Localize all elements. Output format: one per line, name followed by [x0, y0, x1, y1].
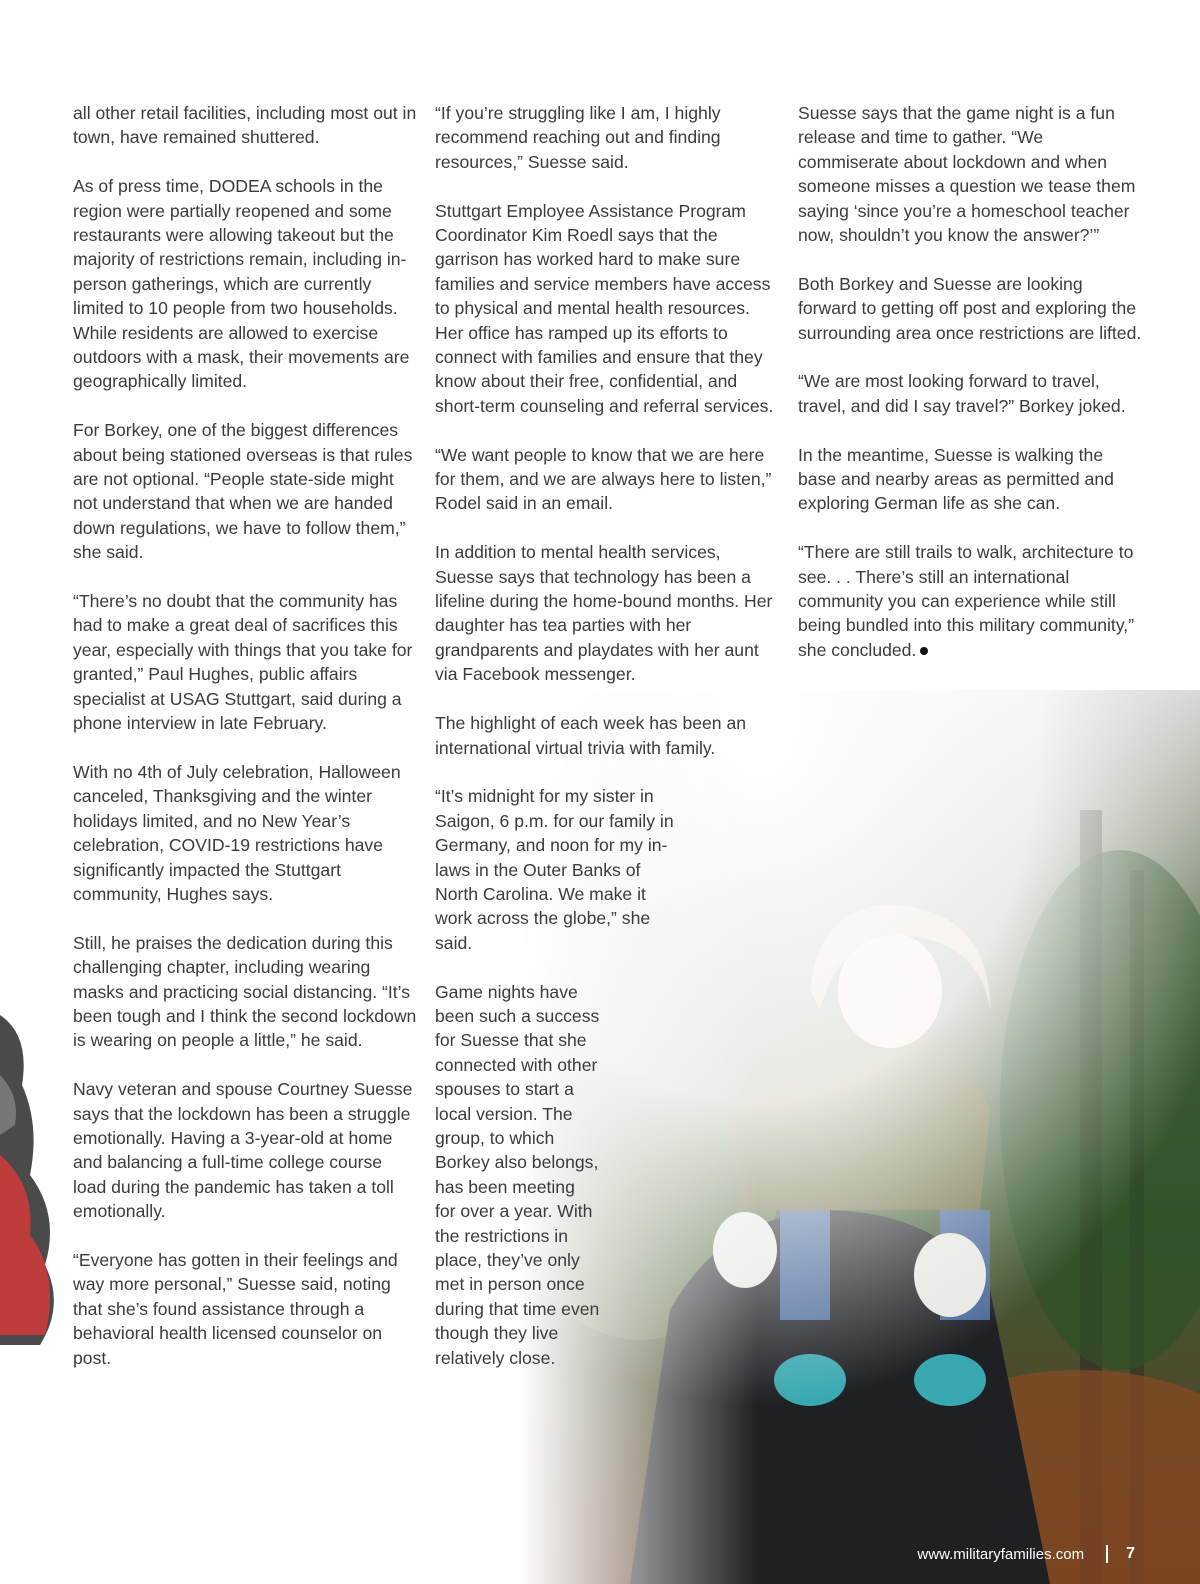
paragraph: Still, he praises the dedication during this challenging chapter, including wearing masks and practicing social distancing. “It’s been tough and I think the second lockdown is wearing on people a little,” he said.: [73, 932, 417, 1051]
paragraph: “If you’re struggling like I am, I highly recommend reaching out and finding resources,” Suesse said.: [435, 103, 721, 172]
final-paragraph: [798, 540, 1143, 662]
paragraph: Both Borkey and Suesse are looking forward to getting off post and exploring the surrounding area once restrictions are lifted.: [798, 273, 1142, 343]
end-of-article-icon: [920, 647, 928, 655]
page-footer: [917, 1545, 1135, 1563]
article-column-2: [435, 101, 780, 1394]
paragraph: all other retail facilities, including most out in town, have remained shuttered.: [73, 103, 417, 148]
paragraph-text: “There are still trails to walk, architecture to see. . . There’s still an international community you can experience while still being bundled into this military community,” she concluded.: [798, 542, 1135, 660]
paragraph: “We are most looking forward to travel, travel, and did I say travel?” Borkey joked.: [798, 371, 1126, 416]
paragraph: Stuttgart Employee Assistance Program Coordinator Kim Roedl says that the garrison has worked hard to make sure families and service members have access to physical and mental health resources. Her office has ramped up its efforts to connect with families and ensure that they know about their free, confidential, and short-term counseling and referral services.: [435, 200, 774, 416]
paragraph: In addition to mental health services, Suesse says that technology has been a lifeline during the home-bound months. Her daughter has tea parties with her grandparents and playdates with her aunt via Facebook messenger.: [435, 542, 773, 685]
paragraph: Game nights have been such a success for Suesse that she connected with other spouses to start a local version. The group, to which Borkey also belongs, has been meeting for over a year. With the restrictions in place, they’ve only met in person once during that time even though they live relatively close.: [435, 981, 600, 1368]
footer-divider: [1106, 1545, 1108, 1563]
paragraph: In the meantime, Suesse is walking the base and nearby areas as permitted and exploring German life as she can.: [798, 444, 1114, 514]
article-column-1: [73, 101, 418, 1394]
page-number: 7: [1126, 1545, 1135, 1562]
paragraph: With no 4th of July celebration, Halloween canceled, Thanksgiving and the winter holidays limited, and no New Year’s celebration, COVID-19 restrictions have significantly impacted the Stuttgart community, Hughes says.: [73, 761, 401, 904]
paragraph: “We want people to know that we are here for them, and we are always here to listen,” Rodel said in an email.: [435, 444, 772, 514]
paragraph: “There’s no doubt that the community has had to make a great deal of sacrifices this year, especially with things that you take for granted,” Paul Hughes, public affairs specialist at USAG Stuttgart, said during a phone interview in late February.: [73, 591, 413, 734]
paragraph: Suesse says that the game night is a fun release and time to gather. “We commiserate about lockdown and when someone misses a question we tease them saying ‘since you’re a homeschool teacher now, shouldn’t you know the answer?’”: [798, 103, 1136, 246]
website-url: www.militaryfamilies.com: [917, 1545, 1085, 1563]
paragraph: “Everyone has gotten in their feelings and way more personal,” Suesse said, noting that she’s found assistance through a behavioral health licensed counselor on post.: [73, 1249, 398, 1368]
paragraph: The highlight of each week has been an international virtual trivia with family.: [435, 713, 747, 758]
watercolor-splash-decoration: [0, 1015, 70, 1345]
paragraph: “It’s midnight for my sister in Saigon, 6 p.m. for our family in Germany, and noon for my in-laws in the Outer Banks of North Carolina. We make it work across the globe,” she said.: [435, 786, 674, 953]
article-column-3: [798, 101, 1143, 687]
paragraph: As of press time, DODEA schools in the region were partially reopened and some restaurants were allowing takeout but the majority of restrictions remain, including in-person gatherings, which are currently limited to 10 people from two households. While residents are allowed to exercise outdoors with a mask, their movements are geographically limited.: [73, 176, 410, 392]
paragraph: For Borkey, one of the biggest differences about being stationed overseas is that rules are not optional. “People state-side might not understand that when we are handed down regulations, we have to follow them,” she said.: [73, 420, 413, 563]
paragraph: Navy veteran and spouse Courtney Suesse says that the lockdown has been a struggle emotionally. Having a 3-year-old at home and balancing a full-time college course load during the pandemic has taken a toll emotionally.: [73, 1079, 413, 1222]
